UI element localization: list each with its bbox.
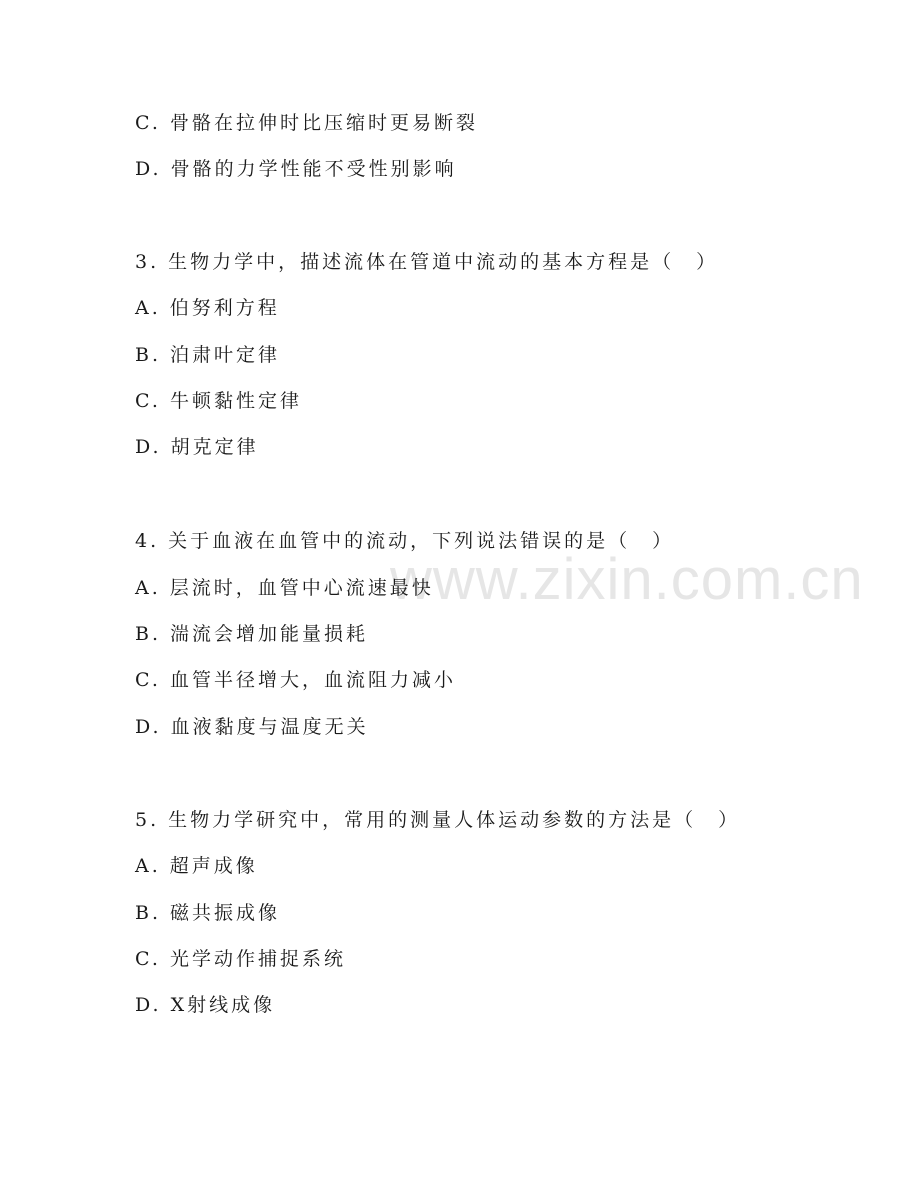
q5-option-c: C. 光学动作捕捉系统 <box>135 948 346 970</box>
q2-option-c: C. 骨骼在拉伸时比压缩时更易断裂 <box>135 112 478 134</box>
q3-option-c: C. 牛顿黏性定律 <box>135 390 302 412</box>
q5-question: 5. 生物力学研究中，常用的测量人体运动参数的方法是（ ） <box>135 809 741 831</box>
watermark-text: www.zixin.com.cn <box>390 547 864 612</box>
q3-question: 3. 生物力学中，描述流体在管道中流动的基本方程是（ ） <box>135 251 719 273</box>
q4-option-d: D. 血液黏度与温度无关 <box>135 716 369 738</box>
q3-option-a: A. 伯努利方程 <box>135 297 280 319</box>
q4-option-a: A. 层流时，血管中心流速最快 <box>135 577 434 599</box>
q4-option-b: B. 湍流会增加能量损耗 <box>135 623 369 645</box>
q5-option-b: B. 磁共振成像 <box>135 902 281 924</box>
q5-option-d: D. X射线成像 <box>135 994 276 1016</box>
q3-option-b: B. 泊肃叶定律 <box>135 344 281 366</box>
q5-option-a: A. 超声成像 <box>135 855 258 877</box>
q4-option-c: C. 血管半径增大，血流阻力减小 <box>135 669 456 691</box>
q4-question: 4. 关于血液在血管中的流动，下列说法错误的是（ ） <box>135 530 675 552</box>
q2-option-d: D. 骨骼的力学性能不受性别影响 <box>135 158 457 180</box>
q3-option-d: D. 胡克定律 <box>135 436 259 458</box>
